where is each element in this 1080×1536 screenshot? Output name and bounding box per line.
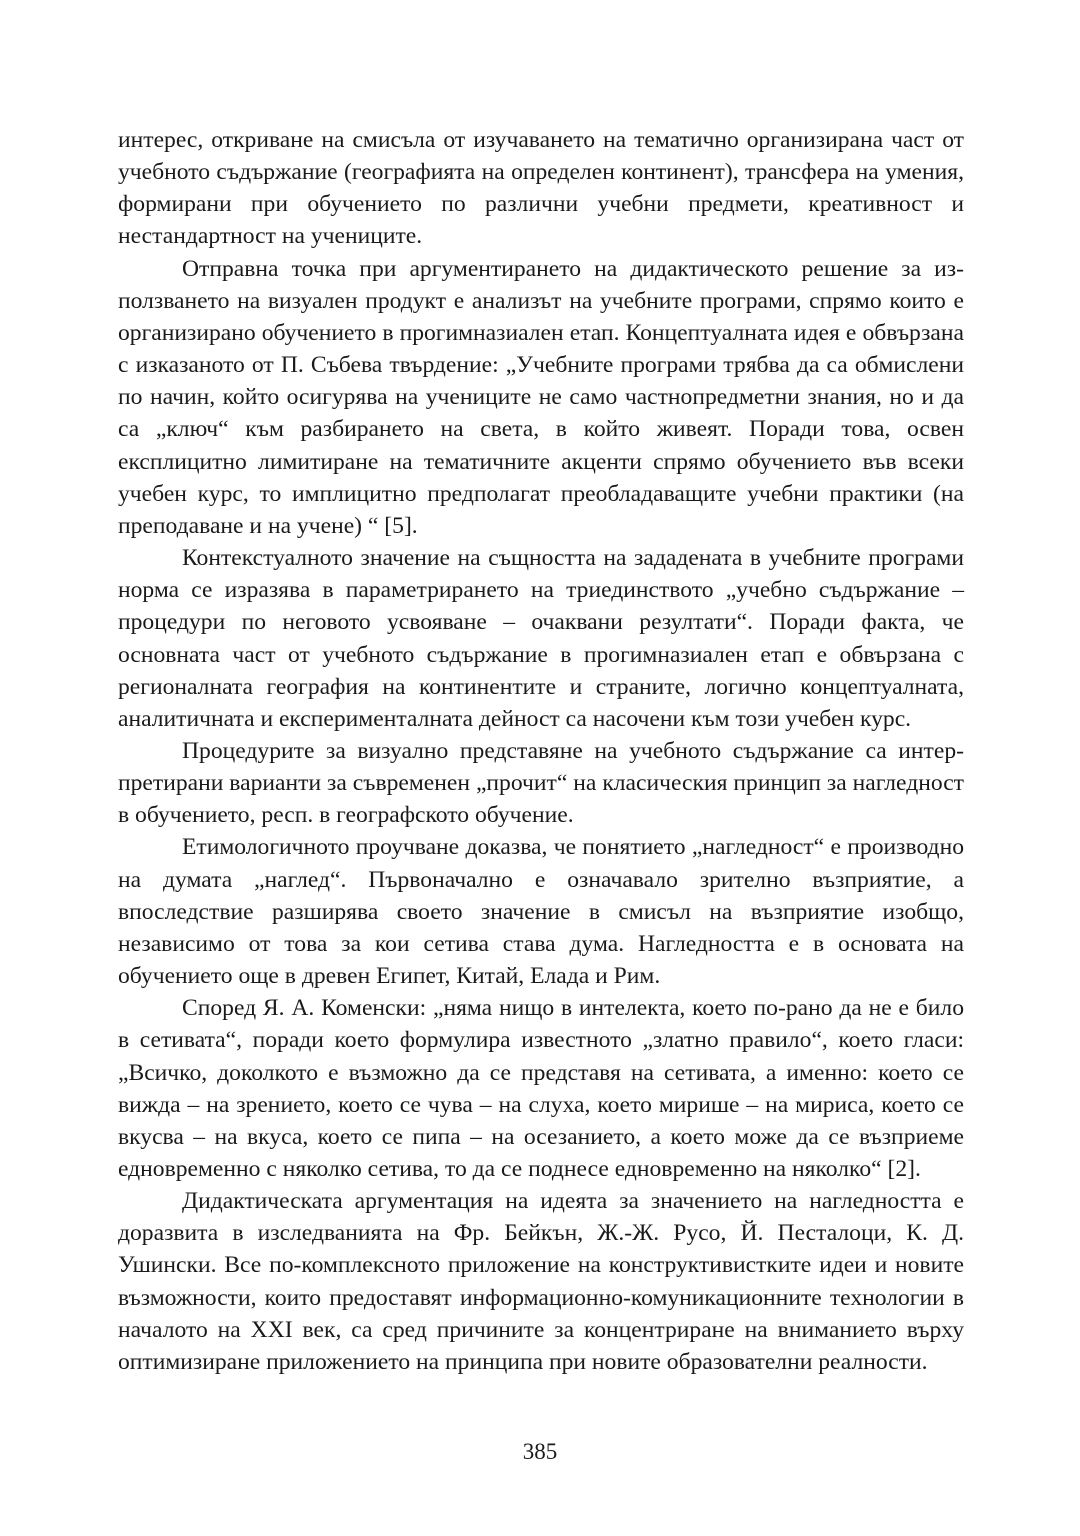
paragraph-visual-procedures: Процедурите за визуално представяне на учебното съдържание са интерпретирани варианти за съвременен „прочит“ на класическия принцип за нагледност в обучението, респ. в географското обучение.: [118, 737, 964, 829]
paragraph-didactic-argumentation: Дидактическата аргументация на идеята за значението на нагледността е доразвита в изследванията на Фр. Бейкън, Ж.-Ж. Русо, Й. Песталоци, К. Д. Ушински. Все по-комплексното приложение на конструктивистките идеи и новите възможности, които предоставят информационно-комуникационните технологии в началото на XXI век, са сред причините за концентриране на вниманието върху оптимизиране приложението на принципа при новите образователни реалности.: [118, 1188, 964, 1375]
paragraph-contextual-meaning: Контекстуалното значение на същността на зададената в учебните програми норма се изразява в параметрирането на триединството „учебно съдържание – процедури по неговото усвояване – очаквани резултати“. Поради факта, че основната част от учебното съдържание в прогимназиален етап е обвързана с регионалната география на континентите и страните, логично концептуалната, аналитичната и експерименталната дейност са насочени към този учебен курс.: [118, 545, 964, 732]
page-number: 385: [522, 1439, 558, 1464]
paragraph-continuation: интерес, откриване на смисъла от изучаването на тематично организирана част от учебното съдържание (географията на определен континент), трансфера на умения, формирани при обучението по различни учебни предмети, креативност и нестандартност на учениците.: [118, 127, 964, 250]
paragraph-etymology: Етимологичното проучване доказва, че понятието „нагледност“ е производно на думата „наглед“. Първоначално е означавало зрително възприятие, а впоследствие разширява своето значение в смисъл на възприятие изобщо, независимо от това за кои сетива става дума. Нагледността е в основата на обучението още в древен Египет, Китай, Елада и Рим.: [118, 834, 964, 990]
body-text: [118, 124, 964, 1378]
paragraph-comenius: Според Я. А. Коменски: „няма нищо в интелекта, което по-рано да не е било в сетивата“, поради което формулира известното „златно правило“, което гласи: „Всичко, доколкото е възможно да се представя на сетивата, а именно: което се вижда – на зрението, което се чува – на слуха, което мирише – на мириса, което се вкусва – на вкуса, което се пипа – на осезанието, а което може да се възприеме едновременно с няколко сетива, то да се поднесе едновременно на няколко“ [2].: [118, 995, 964, 1182]
paragraph-curriculum-analysis: Отправна точка при аргументирането на дидактическото решение за използването на визуален продукт е анализът на учебните програми, спрямо които е организирано обучението в прогимназиален етап. Концептуалната идея е обвързана с изказаното от П. Събева твърдение: „Учебните програми трябва да са обмислени по начин, който осигурява на учениците не само частнопредметни знания, но и да са „ключ“ към разбирането на света, в който живеят. Поради това, освен експлицитно лимитиране на тематичните акценти спрямо обучението във всеки учебен курс, то имплицитно предполагат преобладаващите учебни практики (на преподаване и на учене) “ [5].: [118, 255, 964, 539]
